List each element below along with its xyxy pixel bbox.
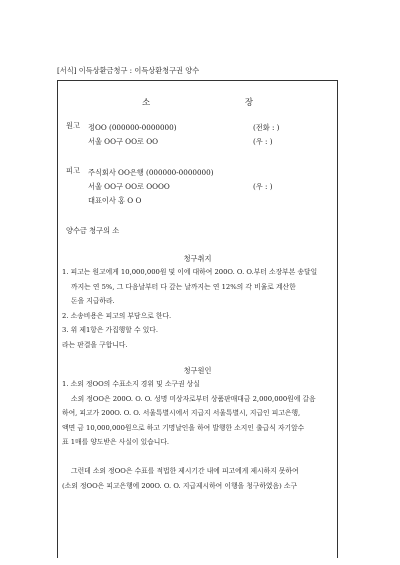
- claim-cause-line: 액면 금 10,000,000원으로 하고 기명날인을 하여 발행한 소지인 출급식 자기앞수: [62, 423, 305, 432]
- form-label: [서식] 이득상환금청구 : 이득상환청구권 양수: [57, 66, 200, 75]
- claim-purpose-heading: 청구취지: [183, 254, 212, 263]
- complaint-document: [57, 80, 338, 558]
- plaintiff-zip: (우 : ): [253, 137, 273, 146]
- defendant-representative: 대표이사 홍 O O: [88, 196, 142, 205]
- defendant-zip: (우 : ): [253, 182, 273, 191]
- plaintiff-address: 서울 OO구 OO로 OO: [88, 137, 158, 146]
- defendant-name: 주식회사 OO은행 (000000-0000000): [88, 168, 214, 177]
- claim-cause-line: 소외 정OO은 200O. O. O. 성명 미상자로부터 상품판매대금 2,000,000원에 갈음: [71, 394, 316, 403]
- claim-cause-line: 그런데 소외 정OO은 수표를 적법한 제시기간 내에 피고에게 제시하지 못하여: [71, 467, 299, 475]
- claim-purpose-line: 까지는 연 5%, 그 다음날부터 다 갚는 날까지는 연 12%의 각 비율로 계산한: [71, 282, 296, 291]
- claim-cause-body: [62, 377, 336, 493]
- claim-purpose-body: [62, 265, 336, 352]
- claim-purpose-line: 라는 판결을 구합니다.: [62, 340, 128, 349]
- document-title: 소 장: [141, 98, 300, 108]
- case-name: 양수금 청구의 소: [66, 226, 120, 235]
- claim-purpose-line: 1. 피고는 원고에게 10,000,000원 및 이에 대하여 200O. O. O.부터 소장부본 송달일: [62, 268, 318, 276]
- plaintiff-name: 정OO (000000-0000000): [88, 123, 177, 132]
- claim-cause-line: 1. 소외 정OO의 수표소지 경위 및 소구권 상실: [62, 380, 200, 388]
- claim-purpose-line: 돈을 지급하라.: [71, 297, 115, 305]
- claim-cause-line: 하여, 피고가 200O. O. O. 서울특별시에서 지급지 서울특별시, 지급인 피고은행,: [62, 409, 301, 417]
- claim-cause-heading: 청구원인: [183, 366, 212, 375]
- defendant-role: 피고: [66, 166, 80, 175]
- claim-cause-line: 표 1매를 양도받은 사실이 있습니다.: [62, 438, 170, 446]
- plaintiff-phone: (전화 : ): [253, 123, 280, 132]
- claim-purpose-line: 2. 소송비용은 피고의 부담으로 한다.: [62, 311, 172, 320]
- claim-purpose-line: 3. 위 제1항은 가집행할 수 있다.: [62, 326, 158, 334]
- plaintiff-role: 원고: [66, 121, 80, 130]
- claim-cause-line: [62, 450, 336, 465]
- defendant-address: 서울 OO구 OO로 OOOO: [88, 182, 170, 191]
- claim-cause-line: (소외 정OO은 피고은행에 200O. O. O. 지급제시하여 이행을 청구하였음) 소구: [62, 481, 298, 490]
